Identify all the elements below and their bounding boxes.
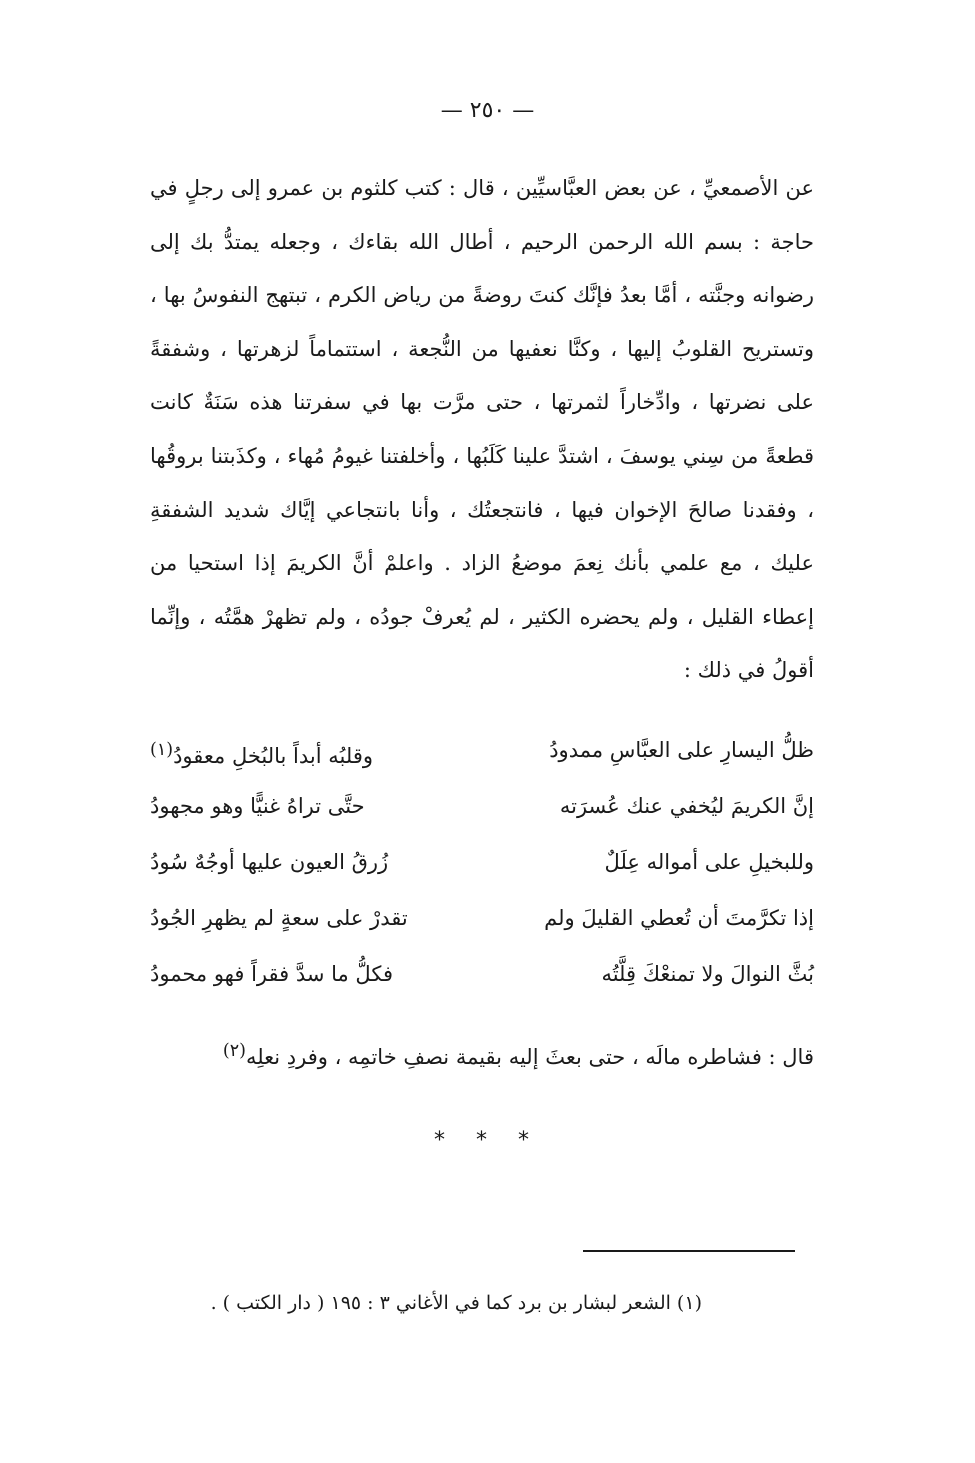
poem-verse — [150, 890, 814, 946]
closing-text: قال : فشاطره مالَه ، حتى بعثَ إليه بقيمة نصفِ خاتمِه ، وفردِ نعلِه — [245, 1045, 814, 1069]
verse-first-hemistich: وللبخيلِ على أمواله عِلَلٌ — [604, 850, 814, 874]
verse-first-hemistich: ظلُّ اليسارِ على العبَّاسِ ممدودُ — [549, 738, 814, 762]
verse-second-hemistich: زُرقُ العيون عليها أوجُهٌ سُودُ — [150, 850, 389, 874]
verse-first-hemistich: بُثَّ النوالَ ولا تمنعْكَ قِلَّتُه — [601, 962, 814, 986]
footnote-marker: (١) — [150, 740, 174, 760]
poem-verse — [150, 834, 814, 890]
prose-text: عن الأصمعيِّ ، عن بعض العبَّاسيِّين ، قال : كتب كلثوم بن عمرو إلى رجلٍ في حاجة : بسم الله الرحمن الرحيم ، أطال الله بقاءك ، وجعله يمتدُّ بك إلى رضوانه وجنَّته ، أمَّا بعدُ فإنَّك كنتَ روضةً من رياض الكرم ، تبتهج النفوسُ بها ، وتستريح القلوبُ إليها ، وكنَّا نعفيها من النُّجعة ، استتماماً لزهرتها ، وشفقةً على نضرتها ، وادِّخاراً لثمرتها ، حتى مرَّت بها في سفرتنا هذه سَنَةٌ كانت قطعةً من سِني يوسفَ ، اشتدَّ علينا كَلَبُها ، وأخلفتنا غيومُ مُهاء ، وكذَبتنا بروقُها ، وفقدنا صالحَ الإخوان فيها ، فانتجعتُك ، وأنا بانتجاعي إيَّاك شديد الشفقةِ عليك ، مع علمي بأنك نِعمَ موضعُ الزاد . واعلمْ أنَّ الكريمَ إذا استحيا من إعطاء القليل ، ولم يحضره الكثير ، لم يُعرفْ جودُه ، ولم تظهرْ همَّتُه ، وإنِّما أقولُ في ذلك : — [150, 176, 814, 683]
closing-paragraph — [150, 1026, 814, 1082]
poem-verse — [150, 722, 814, 778]
footnote-divider — [583, 1250, 795, 1252]
poem-verse — [150, 778, 814, 834]
page-number: — ٢٥٠ — — [440, 98, 535, 123]
verse-second-hemistich: حتَّى تراهُ غنيًّا وهو مجهودُ — [150, 794, 365, 818]
poem — [150, 722, 814, 1002]
section-separator: * * * — [434, 1128, 541, 1153]
verse-second-hemistich: فكلُّ ما سدَّ فقراً فهو محمودُ — [150, 962, 393, 986]
verse-first-hemistich: إذا تكرَّمتَ أن تُعطي القليلَ ولم — [544, 906, 814, 930]
poem-verse — [150, 946, 814, 1002]
prose-paragraph — [150, 162, 814, 698]
verse-second-text: وقلبُه أبداً بالبُخلِ معقودُ — [173, 744, 373, 768]
verse-first-hemistich: إنَّ الكريمَ ليُخفي عنك عُسرَته — [559, 794, 814, 818]
footnote-marker: (٢) — [222, 1041, 246, 1061]
verse-second-hemistich: تقدرْ على سعةٍ لم يظهرِ الجُودُ — [150, 906, 408, 930]
footnote: (١) الشعر لبشار بن برد كما في الأغاني ٣ : ١٩٥ ( دار الكتب ) . — [210, 1292, 702, 1314]
verse-second-hemistich — [150, 722, 468, 778]
